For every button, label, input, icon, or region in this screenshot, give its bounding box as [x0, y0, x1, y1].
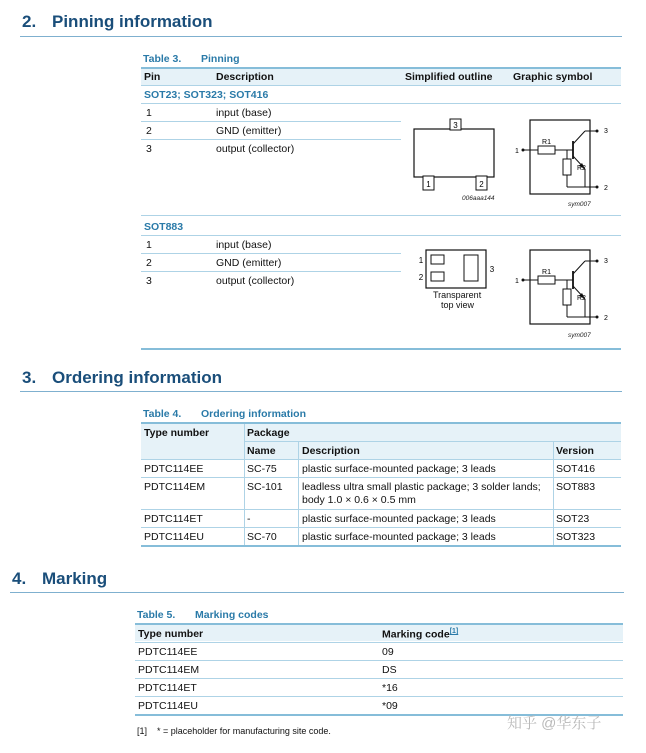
watermark: 知乎 @华东子 [507, 715, 602, 732]
section-4-title: Marking [42, 569, 108, 588]
row-rule [141, 271, 401, 272]
section-3-title: Ordering information [52, 368, 222, 387]
pin-description: input (base) [216, 239, 272, 251]
pin-description: output (collector) [216, 143, 295, 155]
symbol-code: sym007 [568, 332, 591, 339]
ordering-package-name: SC-75 [247, 463, 277, 475]
outline-pin-label: 2 [479, 180, 484, 189]
pin-number: 2 [146, 125, 152, 137]
package-group-2: SOT883 [144, 221, 184, 233]
table-3-bottom-rule [141, 348, 621, 350]
outline-caption-line-2: top view [441, 300, 475, 310]
table-4-caption [143, 408, 306, 420]
table-5-header-band [135, 625, 623, 641]
outline-pin-label: 2 [418, 273, 424, 282]
section-3-number: 3. [22, 368, 37, 387]
symbol-pin-label: 2 [604, 315, 608, 322]
resistor-r2-label: R2 [577, 295, 586, 302]
marking-type-number: PDTC114EE [138, 646, 198, 658]
column-separator [553, 441, 554, 546]
outline-pin-label: 3 [453, 121, 458, 130]
outline-pin-label: 3 [489, 265, 495, 274]
table-5-caption [137, 609, 269, 621]
row-rule [141, 527, 621, 528]
pin-number: 3 [146, 143, 152, 155]
pin-number: 2 [146, 257, 152, 269]
table-4-title: Ordering information [201, 408, 306, 420]
section-3-rule [20, 391, 622, 392]
marking-type-number: PDTC114EU [138, 700, 198, 712]
row-rule [141, 121, 401, 122]
pin-description: GND (emitter) [216, 257, 282, 269]
ordering-type-number: PDTC114ET [144, 513, 203, 525]
table-3-title: Pinning [201, 53, 240, 65]
marking-code: DS [382, 664, 397, 676]
section-2-number: 2. [22, 12, 37, 31]
package-subheader-rule [244, 441, 621, 442]
section-4-heading [12, 569, 107, 589]
section-2-rule [20, 36, 622, 37]
name-subheader: Name [247, 445, 276, 457]
resistor-r1-label: R1 [542, 269, 551, 276]
footnote-link[interactable]: [1] [449, 628, 459, 635]
row-rule [135, 660, 623, 661]
ordering-description: leadless ultra small plastic package; 3 solder lands; [302, 481, 541, 493]
marking-type-number: PDTC114EM [138, 664, 200, 676]
ordering-description: plastic surface-mounted package; 3 leads [302, 531, 496, 543]
marking-code: 09 [382, 646, 394, 658]
table-4-bottom-rule [141, 545, 621, 547]
type-number-header: Type number [144, 427, 210, 439]
row-rule [141, 509, 621, 510]
row-rule [141, 139, 401, 140]
ordering-description-line-2: body 1.0 × 0.6 × 0.5 mm [302, 494, 416, 506]
pin-description: input (base) [216, 107, 272, 119]
sot23-outline-drawing [410, 116, 510, 206]
symbol-pin-label: 3 [604, 258, 608, 265]
pin-header: Pin [144, 71, 161, 83]
footnote-label: [1] [137, 726, 148, 736]
marking-code: *16 [382, 682, 398, 694]
marking-type-number: PDTC114ET [138, 682, 197, 694]
pin-number: 3 [146, 275, 152, 287]
ordering-package-name: SC-101 [247, 481, 283, 493]
resistor-r1-label: R1 [542, 139, 551, 146]
ordering-version: SOT23 [556, 513, 590, 525]
pin-number: 1 [146, 107, 152, 119]
symbol-code: sym007 [568, 201, 591, 208]
footnote-text: * = placeholder for manufacturing site code. [157, 726, 331, 736]
symbol-pin-label: 2 [604, 185, 608, 192]
section-4-rule [10, 592, 624, 593]
ordering-version: SOT323 [556, 531, 596, 543]
package-group-1: SOT23; SOT323; SOT416 [144, 89, 269, 101]
table-3-caption [143, 53, 240, 65]
symbol-pin-label: 3 [604, 128, 608, 135]
pin-description: output (collector) [216, 275, 295, 287]
row-rule [135, 678, 623, 679]
group-2-rule [141, 235, 621, 236]
simplified-outline-header: Simplified outline [405, 71, 493, 83]
pin-number: 1 [146, 239, 152, 251]
group-1-rule [141, 103, 621, 104]
outline-code: 006aaa144 [462, 195, 495, 202]
version-subheader: Version [556, 445, 594, 457]
ordering-package-name: SC-70 [247, 531, 277, 543]
row-rule [141, 477, 621, 478]
marking-type-header: Type number [138, 628, 204, 640]
table-5-label: Table 5. [137, 609, 176, 621]
marking-code-header-label: Marking code [382, 628, 450, 641]
marking-code-header [382, 628, 458, 641]
graphic-symbol-transistor [515, 245, 615, 331]
section-3-heading [22, 368, 222, 388]
ordering-description: plastic surface-mounted package; 3 leads [302, 463, 496, 475]
header-rule [141, 459, 621, 460]
outline-pin-label: 1 [426, 180, 431, 189]
header-rule [135, 642, 623, 643]
sot883-outline-drawing [412, 246, 502, 292]
table-4-label: Table 4. [143, 408, 182, 420]
resistor-r2-label: R2 [577, 165, 586, 172]
row-rule [141, 253, 401, 254]
ordering-version: SOT416 [556, 463, 596, 475]
section-4-number: 4. [12, 569, 27, 588]
ordering-description: plastic surface-mounted package; 3 leads [302, 513, 496, 525]
table-5-title: Marking codes [195, 609, 269, 621]
package-header: Package [247, 427, 290, 439]
ordering-type-number: PDTC114EE [144, 463, 204, 475]
pin-description: GND (emitter) [216, 125, 282, 137]
description-header: Description [216, 71, 274, 83]
column-separator [298, 441, 299, 546]
ordering-type-number: PDTC114EU [144, 531, 204, 543]
group-separator-rule [141, 215, 621, 216]
header-rule [141, 85, 621, 86]
marking-code: *09 [382, 700, 398, 712]
description-subheader: Description [302, 445, 360, 457]
symbol-pin-label: 1 [515, 278, 519, 285]
graphic-symbol-header: Graphic symbol [513, 71, 593, 83]
outline-pin-label: 1 [418, 256, 424, 265]
graphic-symbol-transistor [515, 115, 615, 201]
ordering-type-number: PDTC114EM [144, 481, 206, 493]
outline-caption-line-1: Transparent [433, 290, 482, 300]
ordering-version: SOT883 [556, 481, 596, 493]
symbol-pin-label: 1 [515, 148, 519, 155]
ordering-package-name: - [247, 513, 251, 525]
row-rule [135, 696, 623, 697]
table-3-label: Table 3. [143, 53, 182, 65]
section-2-title: Pinning information [52, 12, 213, 31]
section-2-heading [22, 12, 213, 32]
